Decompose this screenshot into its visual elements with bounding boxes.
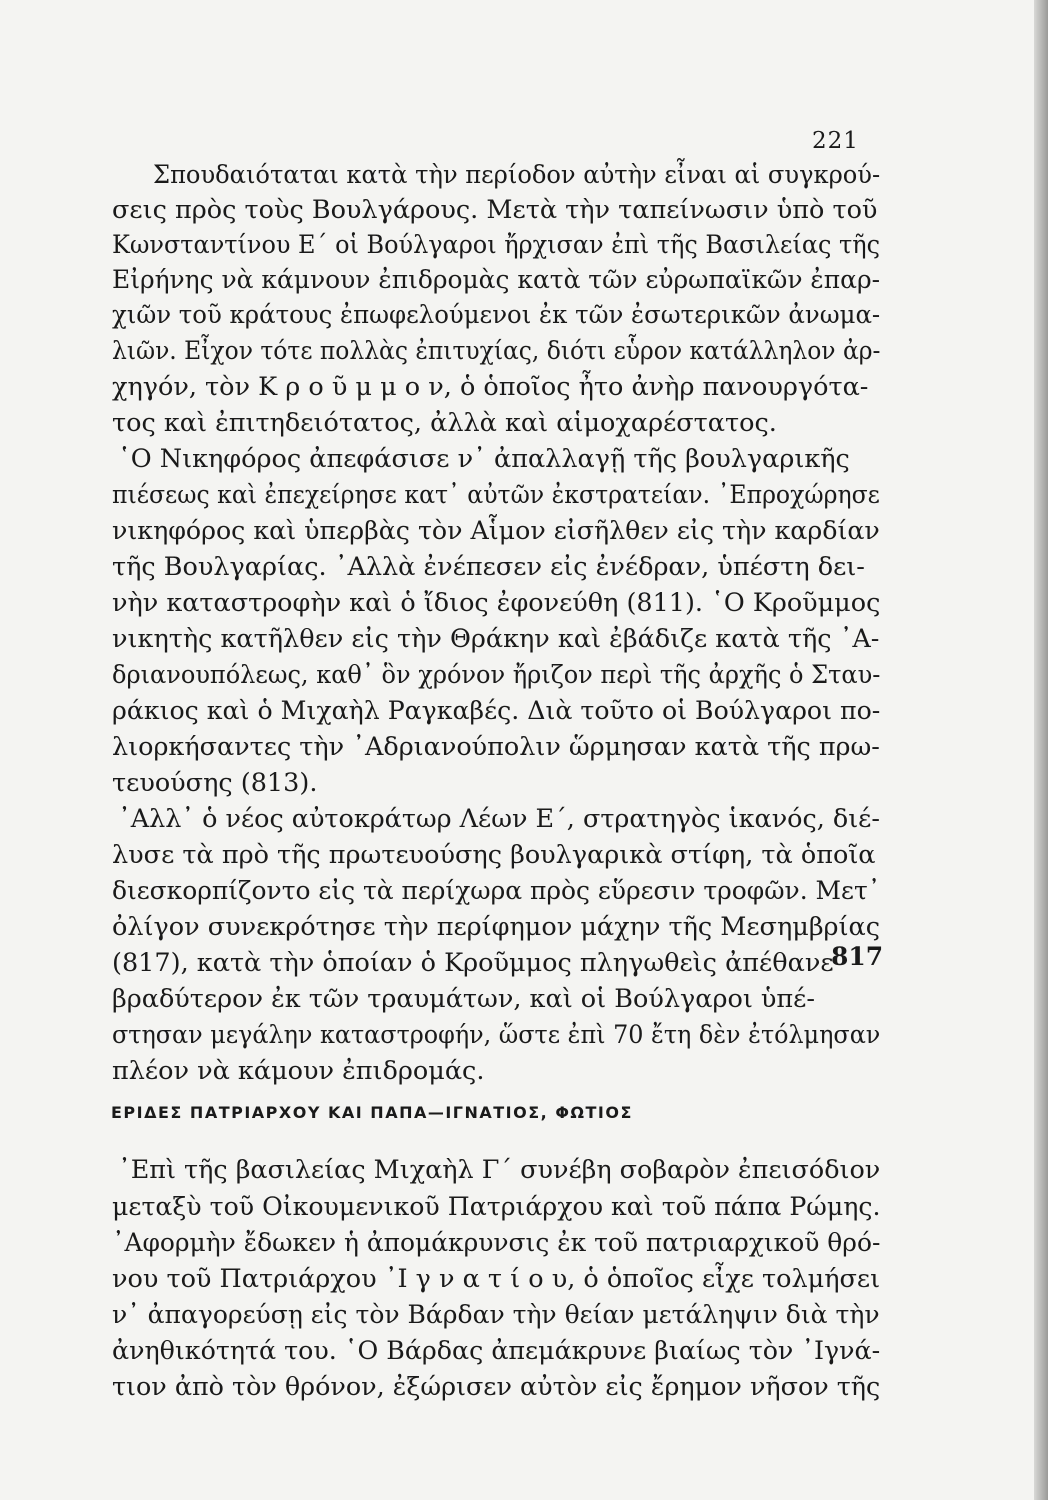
text-line: νου τοῦ Πατριάρχου ᾽Ι γ ν α τ ί ο υ, ὁ ὁποῖος εἶχε τολμήσει	[112, 1264, 881, 1294]
text-line: Εἰρήνης νὰ κάμνουν ἐπιδρομὰς κατὰ τῶν εὐρωπαϊκῶν ἐπαρ-	[112, 265, 881, 295]
text-line: πλέον νὰ κάμουν ἐπιδρομάς.	[112, 1056, 485, 1086]
text-line: σεις πρὸς τοὺς Βουλγάρους. Μετὰ τὴν ταπείνωσιν ὑπὸ τοῦ	[112, 195, 878, 225]
text-line: τῆς Βουλγαρίας. ᾽Αλλὰ ἐνέπεσεν εἰς ἐνέδραν, ὑπέστη δει-	[112, 552, 865, 582]
text-line: νὴν καταστροφὴν καὶ ὁ ἴδιος ἐφονεύθη (811). ῾Ο Κροῦμμος	[112, 588, 881, 618]
text-line: χηγόν, τὸν Κ ρ ο ῦ μ μ ο ν, ὁ ὁποῖος ἦτο ἀνὴρ πανουργότα-	[112, 372, 869, 402]
text-line: ῾Ο Νικηφόρος ἀπεφάσισε ν᾽ ἀπαλλαγῇ τῆς βουλγαρικῆς	[118, 444, 850, 474]
text-line: ράκιος καὶ ὁ Μιχαὴλ Ραγκαβές. Διὰ τοῦτο οἱ Βούλγαροι πο-	[112, 696, 881, 726]
text-line: τος καὶ ἐπιτηδειότατος, ἀλλὰ καὶ αἱμοχαρέστατος.	[112, 408, 777, 438]
text-line: βραδύτερον ἐκ τῶν τραυμάτων, καὶ οἱ Βούλγαροι ὑπέ-	[112, 984, 816, 1014]
text-line: Σπουδαιόταται κατὰ τὴν περίοδον αὐτὴν εἶναι αἱ συγκρού-	[153, 160, 881, 190]
text-line: μεταξὺ τοῦ Οἰκουμενικοῦ Πατριάρχου καὶ τοῦ πάπα Ρώμης.	[112, 1192, 881, 1222]
text-line: ἀνηθικότητά του. ῾Ο Βάρδας ἀπεμάκρυνε βιαίως τὸν ᾽Ιγνά-	[112, 1336, 881, 1366]
text-line: λιῶν. Εἶχον τότε πολλὰς ἐπιτυχίας, διότι εὗρον κατάλληλον ἀρ-	[112, 336, 881, 366]
text-line: νικητὴς κατῆλθεν εἰς τὴν Θράκην καὶ ἐβάδιζε κατὰ τῆς ᾽Α-	[112, 624, 880, 654]
text-line: τιον ἀπὸ τὸν θρόνον, ἐξώρισεν αὐτὸν εἰς ἔρημον νῆσον τῆς	[112, 1372, 881, 1402]
text-line: δριανουπόλεως, καθ᾽ ὃν χρόνον ἤριζον περὶ τῆς ἀρχῆς ὁ Σταυ-	[112, 660, 881, 690]
text-line: χιῶν τοῦ κράτους ἐπωφελούμενοι ἐκ τῶν ἐσωτερικῶν ἀνωμα-	[112, 300, 881, 330]
margin-year-note: 817	[831, 942, 884, 971]
text-line: ᾽Αφορμὴν ἔδωκεν ἡ ἀπομάκρυνσις ἐκ τοῦ πατριαρχικοῦ θρό-	[112, 1228, 881, 1258]
text-line: λιορκήσαντες τὴν ᾽Αδριανούπολιν ὥρμησαν κατὰ τῆς πρω-	[112, 732, 880, 762]
text-line: (817), κατὰ τὴν ὁποίαν ὁ Κροῦμμος πληγωθεὶς ἀπέθανε	[112, 948, 834, 978]
text-line: νικηφόρος καὶ ὑπερβὰς τὸν Αἷμον εἰσῆλθεν εἰς τὴν καρδίαν	[112, 516, 880, 546]
text-line: ᾽Επὶ τῆς βασιλείας Μιχαὴλ Γ΄ συνέβη σοβαρὸν ἐπεισόδιον	[118, 1155, 881, 1185]
text-line: ν᾽ ἀπαγορεύσῃ εἰς τὸν Βάρδαν τὴν θείαν μετάληψιν διὰ τὴν	[112, 1300, 880, 1330]
text-line: διεσκορπίζοντο εἰς τὰ περίχωρα πρὸς εὕρεσιν τροφῶν. Μετ᾽	[112, 876, 881, 906]
page-number: 221	[812, 128, 859, 154]
section-heading: ΕΡΙΔΕΣ ΠΑΤΡΙΑΡΧΟΥ ΚΑΙ ΠΑΠΑ—ΙΓΝΑΤΙΟΣ, ΦΩΤΙΟΣ	[111, 1103, 633, 1122]
text-line: ὀλίγον συνεκρότησε τὴν περίφημον μάχην τῆς Μεσημβρίας	[112, 912, 881, 942]
text-line: πιέσεως καὶ ἐπεχείρησε κατ᾽ αὐτῶν ἐκστρατείαν. ᾽Επροχώρησε	[112, 480, 880, 510]
text-line: ᾽Αλλ᾽ ὁ νέος αὐτοκράτωρ Λέων Ε΄, στρατηγὸς ἱκανός, διέ-	[118, 804, 880, 834]
text-line: τευούσης (813).	[112, 768, 318, 798]
text-line: στησαν μεγάλην καταστροφήν, ὥστε ἐπὶ 70 ἔτη δὲν ἐτόλμησαν	[112, 1020, 881, 1050]
text-line: Κωνσταντίνου Ε΄ οἱ Βούλγαροι ἤρχισαν ἐπὶ τῆς Βασιλείας τῆς	[112, 230, 881, 260]
text-line: λυσε τὰ πρὸ τῆς πρωτευούσης βουλγαρικὰ στίφη, τὰ ὁποῖα	[112, 840, 876, 870]
